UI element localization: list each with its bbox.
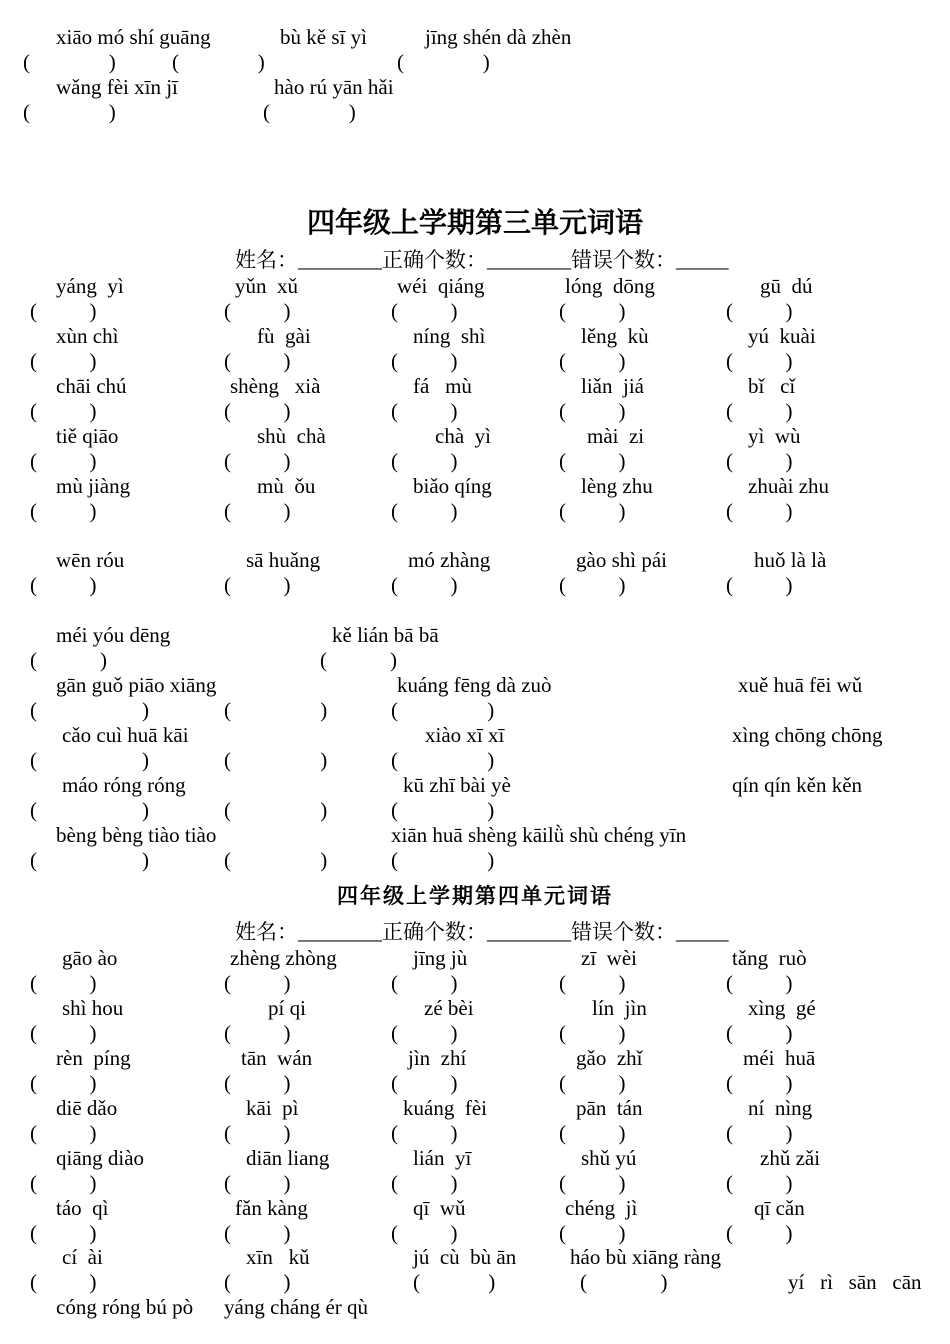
pinyin-prompt: bù kě sī yì: [280, 25, 367, 49]
pinyin-prompt: lín jìn: [592, 996, 647, 1020]
pinyin-prompt: qī cǎn: [754, 1196, 805, 1220]
answer-blank[interactable]: ( ): [30, 573, 97, 597]
pinyin-prompt: zī wèi: [581, 946, 637, 970]
pinyin-prompt: lián yī: [413, 1146, 472, 1170]
answer-blank[interactable]: ( ): [391, 1121, 458, 1145]
answer-blank[interactable]: ( ): [30, 1171, 97, 1195]
pinyin-prompt: liǎn jiá: [581, 374, 644, 398]
answer-blank[interactable]: ( ): [320, 648, 397, 672]
answer-blank[interactable]: ( ): [224, 1171, 291, 1195]
pinyin-prompt: shù chà: [257, 424, 326, 448]
answer-blank[interactable]: ( ): [30, 499, 97, 523]
unit4-score-line: 姓名：________正确个数：________错误个数：_____: [235, 920, 729, 944]
pinyin-prompt: sā huǎng: [246, 548, 321, 572]
pinyin-prompt: lěng kù: [581, 324, 649, 348]
answer-blank[interactable]: ( ): [559, 349, 626, 373]
pinyin-prompt: méi huā: [743, 1046, 816, 1070]
pinyin-prompt: lèng zhu: [581, 474, 653, 498]
pinyin-prompt: xuě huā fēi wǔ: [738, 673, 863, 697]
pinyin-prompt: huǒ là là: [754, 548, 827, 572]
answer-blank[interactable]: ( ): [397, 50, 490, 74]
pinyin-prompt: yí rì sān cān: [788, 1270, 922, 1294]
answer-blank[interactable]: ( ): [726, 1071, 793, 1095]
pinyin-prompt: shǔ yú: [581, 1146, 637, 1170]
answer-blank[interactable]: ( ): [559, 971, 626, 995]
answer-blank[interactable]: ( ): [224, 349, 291, 373]
pinyin-prompt: mù jiàng: [56, 474, 131, 498]
answer-blank[interactable]: ( ): [559, 1071, 626, 1095]
answer-blank[interactable]: ( ): [726, 349, 793, 373]
answer-blank[interactable]: ( ): [559, 499, 626, 523]
answer-blank[interactable]: ( ): [30, 299, 97, 323]
pinyin-prompt: xiān huā shèng kāilǜ shù chéng yīn: [391, 823, 687, 847]
pinyin-prompt: pí qi: [268, 996, 306, 1020]
pinyin-prompt: yáng cháng ér qù: [224, 1295, 369, 1319]
answer-blank[interactable]: ( ): [559, 299, 626, 323]
pinyin-prompt: diē dǎo: [56, 1096, 118, 1120]
pinyin-prompt: fù gài: [257, 324, 311, 348]
pinyin-prompt: rèn píng: [56, 1046, 131, 1070]
pinyin-prompt: tǎng ruò: [732, 946, 807, 970]
pinyin-prompt: xiào xī xī: [425, 723, 505, 747]
answer-blank[interactable]: ( ): [559, 1121, 626, 1145]
answer-blank[interactable]: ( ): [30, 1121, 97, 1145]
answer-blank[interactable]: ( ): [413, 1270, 496, 1294]
pinyin-prompt: jìn zhí: [408, 1046, 467, 1070]
pinyin-prompt: tān wán: [241, 1046, 313, 1070]
answer-blank[interactable]: ( ): [224, 573, 291, 597]
answer-blank[interactable]: ( ): [391, 299, 458, 323]
unit3-score-line: 姓名：________正确个数：________错误个数：_____: [235, 248, 729, 272]
answer-blank[interactable]: ( ): [172, 50, 265, 74]
answer-blank[interactable]: ( ): [726, 1221, 793, 1245]
answer-blank[interactable]: ( ): [726, 399, 793, 423]
pinyin-prompt: zhèng zhòng: [230, 946, 337, 970]
pinyin-prompt: jīng jù: [413, 946, 468, 970]
answer-blank[interactable]: ( ): [559, 1171, 626, 1195]
answer-blank[interactable]: ( ): [391, 848, 495, 872]
answer-blank[interactable]: ( ): [559, 1221, 626, 1245]
answer-blank[interactable]: ( ): [726, 499, 793, 523]
pinyin-prompt: shèng xià: [230, 374, 321, 398]
pinyin-prompt: cóng róng bú pò: [56, 1295, 194, 1319]
answer-blank[interactable]: ( ): [23, 50, 116, 74]
pinyin-prompt: wéi qiáng: [397, 274, 485, 298]
pinyin-prompt: xiāo mó shí guāng: [56, 25, 211, 49]
pinyin-prompt: qín qín kěn kěn: [732, 773, 863, 797]
pinyin-prompt: kuáng fēng dà zuò: [397, 673, 552, 697]
answer-blank[interactable]: ( ): [726, 1121, 793, 1145]
answer-blank[interactable]: ( ): [224, 1270, 291, 1294]
pinyin-prompt: gāo ào: [62, 946, 118, 970]
pinyin-prompt: ní nìng: [748, 1096, 813, 1120]
pinyin-prompt: zhǔ zǎi: [760, 1146, 821, 1170]
pinyin-prompt: bǐ cǐ: [748, 374, 796, 398]
answer-blank[interactable]: ( ): [23, 100, 116, 124]
answer-blank[interactable]: ( ): [224, 1221, 291, 1245]
answer-blank[interactable]: ( ): [224, 1021, 291, 1045]
answer-blank[interactable]: ( ): [30, 1071, 97, 1095]
answer-blank[interactable]: ( ): [30, 748, 149, 772]
pinyin-prompt: chāi chú: [56, 374, 127, 398]
answer-blank[interactable]: ( ): [726, 1021, 793, 1045]
pinyin-prompt: fá mù: [413, 374, 472, 398]
pinyin-prompt: kāi pì: [246, 1096, 299, 1120]
pinyin-prompt: zhuài zhu: [748, 474, 830, 498]
pinyin-prompt: fǎn kàng: [235, 1196, 308, 1220]
pinyin-prompt: chà yì: [435, 424, 491, 448]
answer-blank[interactable]: ( ): [580, 1270, 668, 1294]
unit3-title: 四年级上学期第三单元词语: [306, 206, 643, 239]
pinyin-prompt: yǔn xǔ: [235, 274, 298, 298]
answer-blank[interactable]: ( ): [726, 971, 793, 995]
answer-blank[interactable]: ( ): [726, 299, 793, 323]
pinyin-prompt: kuáng fèi: [403, 1096, 487, 1120]
pinyin-prompt: xìng chōng chōng: [732, 723, 883, 747]
pinyin-prompt: táo qì: [56, 1196, 109, 1220]
answer-blank[interactable]: ( ): [224, 698, 328, 722]
answer-blank[interactable]: ( ): [391, 698, 495, 722]
pinyin-prompt: xùn chì: [56, 324, 119, 348]
pinyin-prompt: shì hou: [62, 996, 124, 1020]
pinyin-prompt: hào rú yān hǎi: [274, 75, 394, 99]
answer-blank[interactable]: ( ): [224, 449, 291, 473]
answer-blank[interactable]: ( ): [391, 1221, 458, 1245]
pinyin-prompt: tiě qiāo: [56, 424, 119, 448]
answer-blank[interactable]: ( ): [224, 399, 291, 423]
answer-blank[interactable]: ( ): [391, 449, 458, 473]
answer-blank[interactable]: ( ): [30, 648, 107, 672]
answer-blank[interactable]: ( ): [559, 573, 626, 597]
answer-blank[interactable]: ( ): [30, 1270, 97, 1294]
answer-blank[interactable]: ( ): [224, 748, 328, 772]
answer-blank[interactable]: ( ): [391, 349, 458, 373]
pinyin-prompt: qiāng diào: [56, 1146, 145, 1170]
answer-blank[interactable]: ( ): [30, 349, 97, 373]
pinyin-prompt: cí ài: [62, 1245, 103, 1269]
pinyin-prompt: jú cù bù ān: [413, 1245, 517, 1269]
answer-blank[interactable]: ( ): [391, 798, 495, 822]
pinyin-prompt: wǎng fèi xīn jī: [56, 75, 178, 99]
answer-blank[interactable]: ( ): [559, 449, 626, 473]
pinyin-prompt: xìng gé: [748, 996, 816, 1020]
pinyin-prompt: níng shì: [413, 324, 486, 348]
pinyin-prompt: yáng yì: [56, 274, 124, 298]
pinyin-prompt: pān tán: [576, 1096, 643, 1120]
answer-blank[interactable]: ( ): [224, 499, 291, 523]
answer-blank[interactable]: ( ): [391, 573, 458, 597]
answer-blank[interactable]: ( ): [30, 449, 97, 473]
pinyin-prompt: yú kuài: [748, 324, 816, 348]
pinyin-prompt: zé bèi: [424, 996, 474, 1020]
unit4-title: 四年级上学期第四单元词语: [337, 884, 613, 908]
answer-blank[interactable]: ( ): [224, 971, 291, 995]
pinyin-prompt: kě lián bā bā: [332, 623, 439, 647]
answer-blank[interactable]: ( ): [224, 798, 328, 822]
pinyin-prompt: mài zi: [587, 424, 645, 448]
pinyin-prompt: mù ǒu: [257, 474, 316, 498]
answer-blank[interactable]: ( ): [391, 1021, 458, 1045]
answer-blank[interactable]: ( ): [224, 848, 328, 872]
answer-blank[interactable]: ( ): [726, 573, 793, 597]
answer-blank[interactable]: ( ): [263, 100, 356, 124]
answer-blank[interactable]: ( ): [559, 1021, 626, 1045]
pinyin-prompt: lóng dōng: [565, 274, 655, 298]
pinyin-prompt: gào shì pái: [576, 548, 667, 572]
answer-blank[interactable]: ( ): [30, 698, 149, 722]
answer-blank[interactable]: ( ): [391, 1071, 458, 1095]
answer-blank[interactable]: ( ): [30, 399, 97, 423]
answer-blank[interactable]: ( ): [30, 848, 149, 872]
pinyin-prompt: méi yóu dēng: [56, 623, 171, 647]
answer-blank[interactable]: ( ): [391, 748, 495, 772]
answer-blank[interactable]: ( ): [391, 1171, 458, 1195]
pinyin-prompt: wēn róu: [56, 548, 125, 572]
pinyin-prompt: mó zhàng: [408, 548, 491, 572]
pinyin-prompt: biǎo qíng: [413, 474, 492, 498]
pinyin-prompt: xīn kǔ: [246, 1245, 310, 1269]
pinyin-prompt: qī wǔ: [413, 1196, 466, 1220]
answer-blank[interactable]: ( ): [30, 1221, 97, 1245]
answer-blank[interactable]: ( ): [224, 1071, 291, 1095]
pinyin-prompt: cǎo cuì huā kāi: [62, 723, 189, 747]
pinyin-prompt: háo bù xiāng ràng: [570, 1245, 722, 1269]
answer-blank[interactable]: ( ): [30, 798, 149, 822]
pinyin-prompt: jīng shén dà zhèn: [425, 25, 572, 49]
pinyin-prompt: kū zhī bài yè: [403, 773, 511, 797]
answer-blank[interactable]: ( ): [30, 1021, 97, 1045]
pinyin-prompt: máo róng róng: [62, 773, 186, 797]
pinyin-prompt: gān guǒ piāo xiāng: [56, 673, 217, 697]
pinyin-prompt: diān liang: [246, 1146, 330, 1170]
pinyin-prompt: gū dú: [760, 274, 813, 298]
answer-blank[interactable]: ( ): [30, 971, 97, 995]
pinyin-prompt: yì wù: [748, 424, 801, 448]
answer-blank[interactable]: ( ): [391, 399, 458, 423]
answer-blank[interactable]: ( ): [559, 399, 626, 423]
answer-blank[interactable]: ( ): [726, 449, 793, 473]
pinyin-prompt: chéng jì: [565, 1196, 638, 1220]
answer-blank[interactable]: ( ): [224, 1121, 291, 1145]
answer-blank[interactable]: ( ): [391, 971, 458, 995]
pinyin-prompt: gǎo zhǐ: [576, 1046, 643, 1070]
answer-blank[interactable]: ( ): [726, 1171, 793, 1195]
answer-blank[interactable]: ( ): [224, 299, 291, 323]
answer-blank[interactable]: ( ): [391, 499, 458, 523]
pinyin-prompt: bèng bèng tiào tiào: [56, 823, 217, 847]
